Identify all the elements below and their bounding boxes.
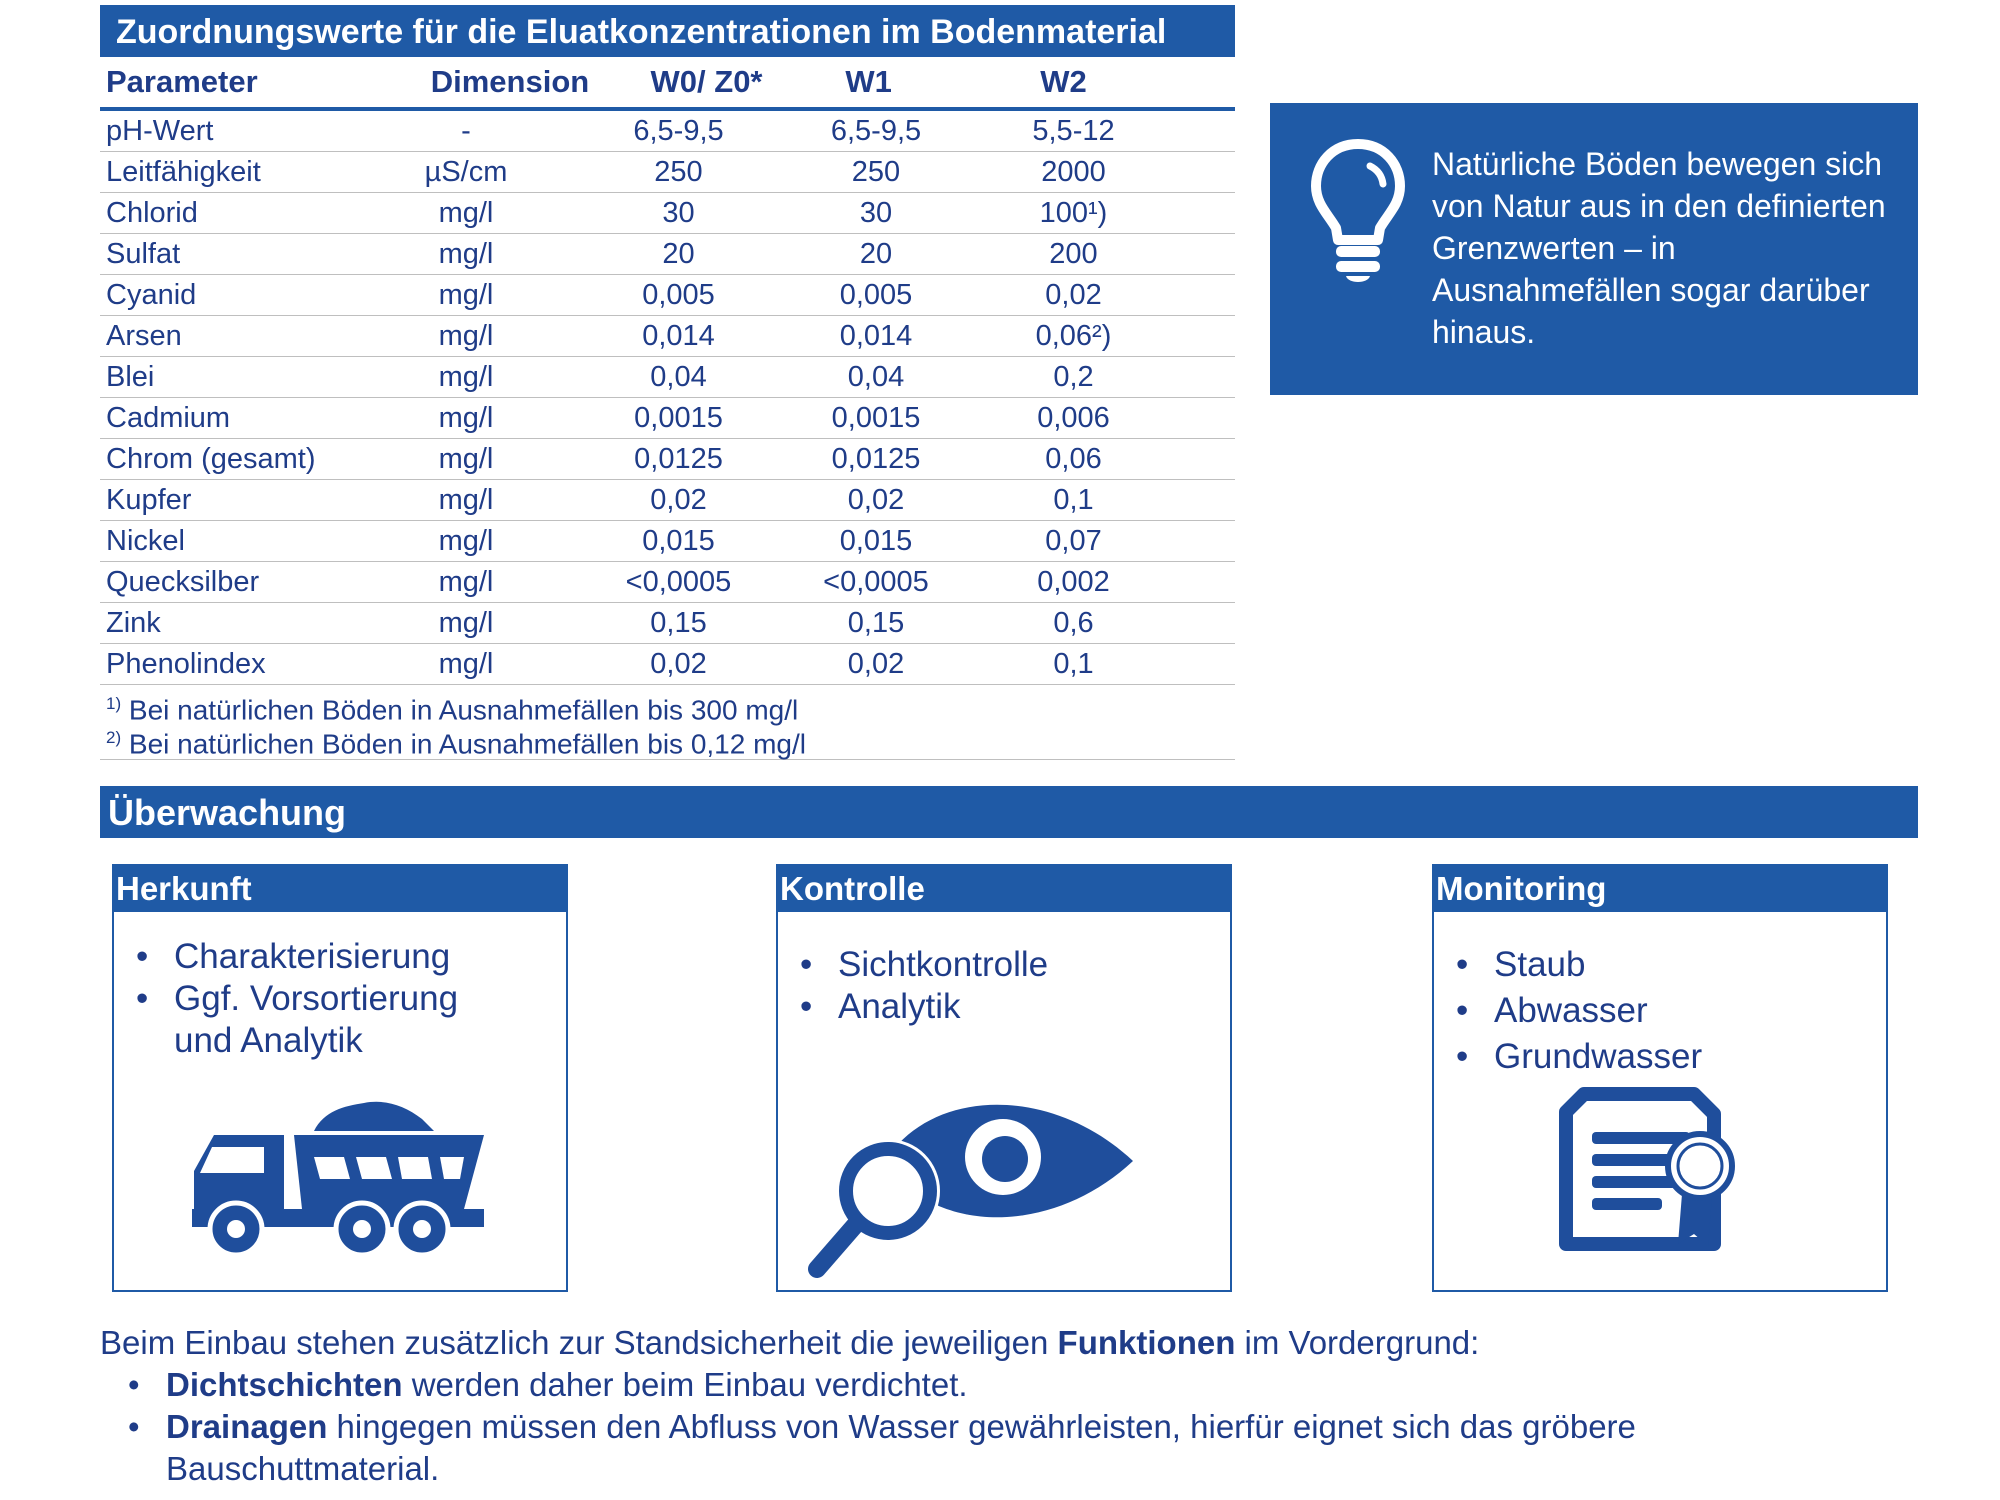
- cell-w0: 0,0015: [634, 401, 723, 434]
- cell-w1: 0,005: [839, 278, 913, 311]
- cell-w0: 20: [662, 237, 695, 270]
- footnote-mark: 2): [106, 728, 122, 747]
- table-row: [100, 275, 1235, 316]
- table-title: Zuordnungswerte für die Eluatkonzentrationen im Bodenmaterial: [100, 5, 1235, 57]
- cell-parameter: Sulfat: [106, 237, 181, 270]
- list-item: • Analytik: [778, 986, 1230, 1028]
- footnote-2: [100, 721, 1235, 760]
- header-w1: W1: [845, 64, 892, 99]
- bottom-text: [100, 1322, 1900, 1490]
- cell-w1: 0,15: [847, 606, 905, 639]
- cell-parameter: Cyanid: [106, 278, 197, 311]
- cell-dimension: mg/l: [438, 442, 494, 475]
- cell-w0: 6,5-9,5: [633, 114, 724, 147]
- cell-dimension: -: [461, 114, 471, 147]
- table-row: [100, 152, 1235, 193]
- section-title-ueberwachung: Überwachung: [100, 786, 1918, 838]
- intro-text: Beim Einbau stehen zusätzlich zur Standsicherheit die jeweiligen: [100, 1324, 1058, 1361]
- intro-text-end: im Vordergrund:: [1235, 1324, 1480, 1361]
- table-row: [100, 111, 1235, 152]
- cell-w2: 0,06²): [1035, 319, 1112, 352]
- bullet-text: hingegen müssen den Abfluss von Wasser gewährleisten, hierfür eignet sich das gröbere Bauschuttmaterial.: [166, 1408, 1636, 1487]
- cell-w0: 0,0125: [634, 442, 723, 475]
- intro-bold: Funktionen: [1057, 1324, 1236, 1361]
- cell-w1: 0,02: [847, 483, 905, 516]
- cell-dimension: mg/l: [438, 565, 494, 598]
- list-item: • Grundwasser: [1434, 1034, 1886, 1080]
- cell-w0: 30: [662, 196, 695, 229]
- cell-parameter: Blei: [106, 360, 155, 393]
- card-monitoring: [1432, 864, 1888, 1292]
- table-row: [100, 316, 1235, 357]
- bullet-dichtschichten: [100, 1364, 1900, 1406]
- cell-w1: 20: [859, 237, 893, 270]
- cell-w1: 0,04: [847, 360, 905, 393]
- cell-w2: 0,1: [1053, 483, 1094, 516]
- cell-parameter: Quecksilber: [106, 565, 260, 598]
- table-row: [100, 480, 1235, 521]
- list-item: • Staub: [1434, 942, 1886, 988]
- cell-w1: 0,014: [839, 319, 913, 352]
- table-row: [100, 562, 1235, 603]
- cell-parameter: Chlorid: [106, 196, 198, 229]
- list-item: • Abwasser: [1434, 988, 1886, 1034]
- cell-w2: 2000: [1041, 155, 1106, 188]
- list-item: • Charakterisierung: [114, 936, 566, 978]
- lightbulb-icon: [1308, 136, 1408, 286]
- list-item: • Ggf. Vorsortierung und Analytik: [114, 978, 504, 1062]
- footnote-1: [100, 687, 1235, 726]
- card-list: [114, 936, 566, 1062]
- cell-dimension: mg/l: [438, 647, 494, 680]
- table-row: [100, 603, 1235, 644]
- cell-w2: 0,02: [1045, 278, 1102, 311]
- cell-parameter: Cadmium: [106, 401, 231, 434]
- bullet-bold: Dichtschichten: [166, 1366, 403, 1403]
- cell-parameter: Arsen: [106, 319, 182, 352]
- table-body: [100, 111, 1235, 685]
- intro-line: [100, 1322, 1900, 1364]
- table-row: [100, 357, 1235, 398]
- cell-parameter: Chrom (gesamt): [106, 442, 316, 475]
- header-dimension: Dimension: [430, 64, 590, 99]
- cell-dimension: mg/l: [438, 606, 494, 639]
- cell-w2: 0,1: [1053, 647, 1094, 680]
- card-kontrolle: [776, 864, 1232, 1292]
- header-parameter: Parameter: [106, 64, 258, 99]
- cell-w0: 0,15: [650, 606, 707, 639]
- bullet-text: werden daher beim Einbau verdichtet.: [402, 1366, 968, 1403]
- header-w2: W2: [1040, 64, 1087, 99]
- cell-w2: 0,07: [1045, 524, 1102, 557]
- cell-dimension: mg/l: [438, 524, 494, 557]
- card-herkunft: [112, 864, 568, 1292]
- cell-w1: 30: [859, 196, 893, 229]
- certificate-document-icon: [1554, 1084, 1754, 1264]
- cell-dimension: mg/l: [438, 237, 494, 270]
- table-row: [100, 521, 1235, 562]
- cell-dimension: mg/l: [438, 401, 494, 434]
- cell-w1: 250: [851, 155, 901, 188]
- cell-w2: 0,2: [1053, 360, 1094, 393]
- cell-w0: 0,02: [650, 483, 707, 516]
- cell-w2: 100¹): [1039, 196, 1108, 229]
- cell-w1: <0,0005: [823, 565, 929, 598]
- tip-box: [1270, 103, 1918, 395]
- cell-w1: 6,5-9,5: [830, 114, 922, 147]
- cell-w0: 0,02: [650, 647, 707, 680]
- footnote-mark: 1): [106, 694, 122, 713]
- cell-w2: 0,06: [1045, 442, 1102, 475]
- cell-parameter: Phenolindex: [106, 647, 266, 680]
- cell-w2: 5,5-12: [1032, 114, 1115, 147]
- card-list: [1434, 942, 1886, 1080]
- dump-truck-icon: [184, 1091, 489, 1261]
- cell-w0: 0,04: [650, 360, 707, 393]
- bullet-bold: Drainagen: [166, 1408, 328, 1445]
- cell-w1: 0,0125: [831, 442, 921, 475]
- card-title: Herkunft: [112, 864, 568, 912]
- cell-dimension: mg/l: [438, 483, 494, 516]
- table-row: [100, 644, 1235, 685]
- footnote-text: Bei natürlichen Böden in Ausnahmefällen bis 300 mg/l: [128, 694, 799, 726]
- cell-dimension: mg/l: [438, 278, 494, 311]
- card-title: Monitoring: [1432, 864, 1888, 912]
- tip-text: Natürliche Böden bewegen sich von Natur aus in den definierten Grenzwerten – in Ausnahmefällen sogar darüber hinaus.: [1432, 146, 1886, 350]
- card-list: [778, 944, 1230, 1028]
- list-item: • Sichtkontrolle: [778, 944, 1230, 986]
- cell-w1: 0,0015: [831, 401, 921, 434]
- bullet-drainagen: [100, 1406, 1816, 1490]
- cell-parameter: Zink: [106, 606, 161, 639]
- cell-dimension: mg/l: [438, 360, 494, 393]
- table-row: [100, 439, 1235, 480]
- limits-table: [100, 5, 1235, 760]
- card-title: Kontrolle: [776, 864, 1232, 912]
- cell-w1: 0,015: [839, 524, 913, 557]
- cell-w2: 0,002: [1037, 565, 1110, 598]
- footnote-text: Bei natürlichen Böden in Ausnahmefällen bis 0,12 mg/l: [128, 728, 807, 760]
- cell-w0: 0,015: [642, 524, 715, 557]
- table-row: [100, 398, 1235, 439]
- cell-w2: 0,006: [1037, 401, 1110, 434]
- table-row: [100, 193, 1235, 234]
- cell-parameter: Kupfer: [106, 483, 192, 516]
- cell-dimension: mg/l: [438, 196, 494, 229]
- cell-parameter: Leitfähigkeit: [106, 155, 261, 188]
- eye-magnifier-icon: [803, 1091, 1143, 1286]
- footnotes: [100, 685, 1235, 760]
- cell-parameter: pH-Wert: [106, 114, 214, 147]
- cell-w2: 0,6: [1053, 606, 1094, 639]
- cell-parameter: Nickel: [106, 524, 185, 557]
- table-row: [100, 234, 1235, 275]
- cell-dimension: mg/l: [438, 319, 494, 352]
- cell-w2: 200: [1049, 237, 1098, 270]
- cell-w0: <0,0005: [625, 565, 732, 598]
- cell-w1: 0,02: [847, 647, 905, 680]
- cell-w0: 0,005: [642, 278, 715, 311]
- cell-w0: 0,014: [642, 319, 715, 352]
- cell-w0: 250: [654, 155, 703, 188]
- table-header-row: [100, 57, 1235, 111]
- header-w0: W0/ Z0*: [650, 64, 763, 99]
- cell-dimension: µS/cm: [424, 155, 508, 188]
